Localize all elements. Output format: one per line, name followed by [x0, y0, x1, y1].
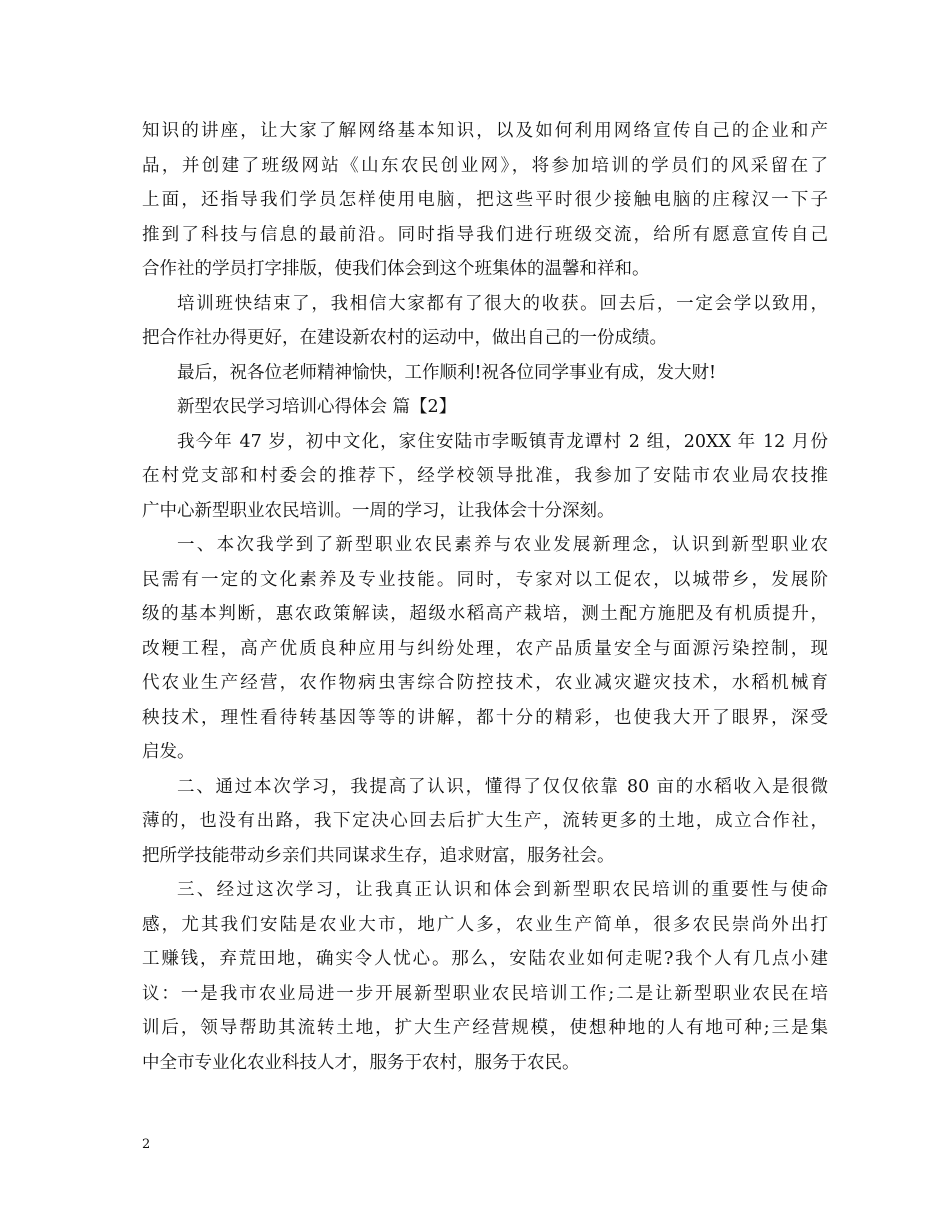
text-line: 中全市专业化农业科技人才，服务于农村，服务于农民。	[142, 1052, 580, 1073]
text-line: 在村党支部和村委会的推荐下，经学校领导批准，我参加了安陆市农业局农技推	[142, 466, 828, 486]
text-line: 广中心新型职业农民培训。一周的学习，让我体会十分深刻。	[142, 500, 615, 521]
text-line: 启发。	[142, 742, 195, 762]
text-line: 品，并创建了班级网站《山东农民创业网》，将参加培训的学员们的风采留在了	[142, 155, 828, 176]
text-line: 级的基本判断，惠农政策解读，超级水稻高产栽培，测土配方施肥及有机质提升，	[142, 604, 828, 624]
text-line: 一、本次我学到了新型职业农民素养与农业发展新理念，认识到新型职业农	[177, 535, 828, 555]
text-line: 代农业生产经营，农作物病虫害综合防控技术，农业减灾避灾技术，水稻机械育	[142, 673, 828, 693]
text-line: 把合作社办得更好，在建设新农村的运动中，做出自己的一份成绩。	[142, 328, 667, 348]
text-line: 改粳工程，高产优质良种应用与纠纷处理，农产品质量安全与面源污染控制，现	[142, 638, 828, 659]
text-line: 最后，祝各位老师精神愉快，工作顺利!祝各位同学事业有成，发大财!	[177, 362, 717, 383]
text-line: 工赚钱，弃荒田地，确实令人忧心。那么，安陆农业如何走呢?我个人有几点小建	[142, 949, 828, 969]
text-line: 上面，还指导我们学员怎样使用电脑，把这些平时很少接触电脑的庄稼汉一下子	[142, 190, 828, 210]
text-line: 推到了科技与信息的最前沿。同时指导我们进行班级交流，给所有愿意宣传自己	[142, 224, 828, 245]
text-line: 议：一是我市农业局进一步开展新型职业农民培训工作;二是让新型职业农民在培	[142, 983, 828, 1004]
text-line: 民需有一定的文化素养及专业技能。同时，专家对以工促农，以城带乡，发展阶	[142, 569, 828, 590]
document-body	[142, 114, 828, 1080]
text-line: 训后，领导帮助其流转土地，扩大生产经营规模，使想种地的人有地可种;三是集	[142, 1018, 828, 1038]
page-number: 2	[142, 1137, 151, 1152]
text-line: 感，尤其我们安陆是农业大市，地广人多，农业生产简单，很多农民崇尚外出打	[142, 914, 828, 935]
text-line: 知识的讲座，让大家了解网络基本知识，以及如何利用网络宣传自己的企业和产	[142, 121, 828, 141]
text-line: 二、通过本次学习，我提高了认识，懂得了仅仅依靠 80 亩的水稻收入是很微	[177, 776, 828, 797]
text-line: 薄的，也没有出路，我下定决心回去后扩大生产，流转更多的土地，成立合作社，	[142, 811, 828, 831]
text-line: 合作社的学员打字排版，使我们体会到这个班集体的温馨和祥和。	[142, 259, 650, 279]
text-line: 培训班快结束了，我相信大家都有了很大的收获。回去后，一定会学以致用，	[177, 293, 828, 314]
text-line: 新型农民学习培训心得体会 篇【2】	[177, 397, 457, 417]
text-line: 秧技术，理性看待转基因等等的讲解，都十分的精彩，也使我大开了眼界，深受	[142, 707, 828, 728]
text-line: 我今年 47 岁，初中文化，家住安陆市孛畈镇青龙谭村 2 组，20XX 年 12 月份	[177, 431, 828, 452]
text-line: 把所学技能带动乡亲们共同谋求生存，追求财富，服务社会。	[142, 845, 615, 866]
text-line: 三、经过这次学习，让我真正认识和体会到新型职农民培训的重要性与使命	[177, 880, 828, 900]
